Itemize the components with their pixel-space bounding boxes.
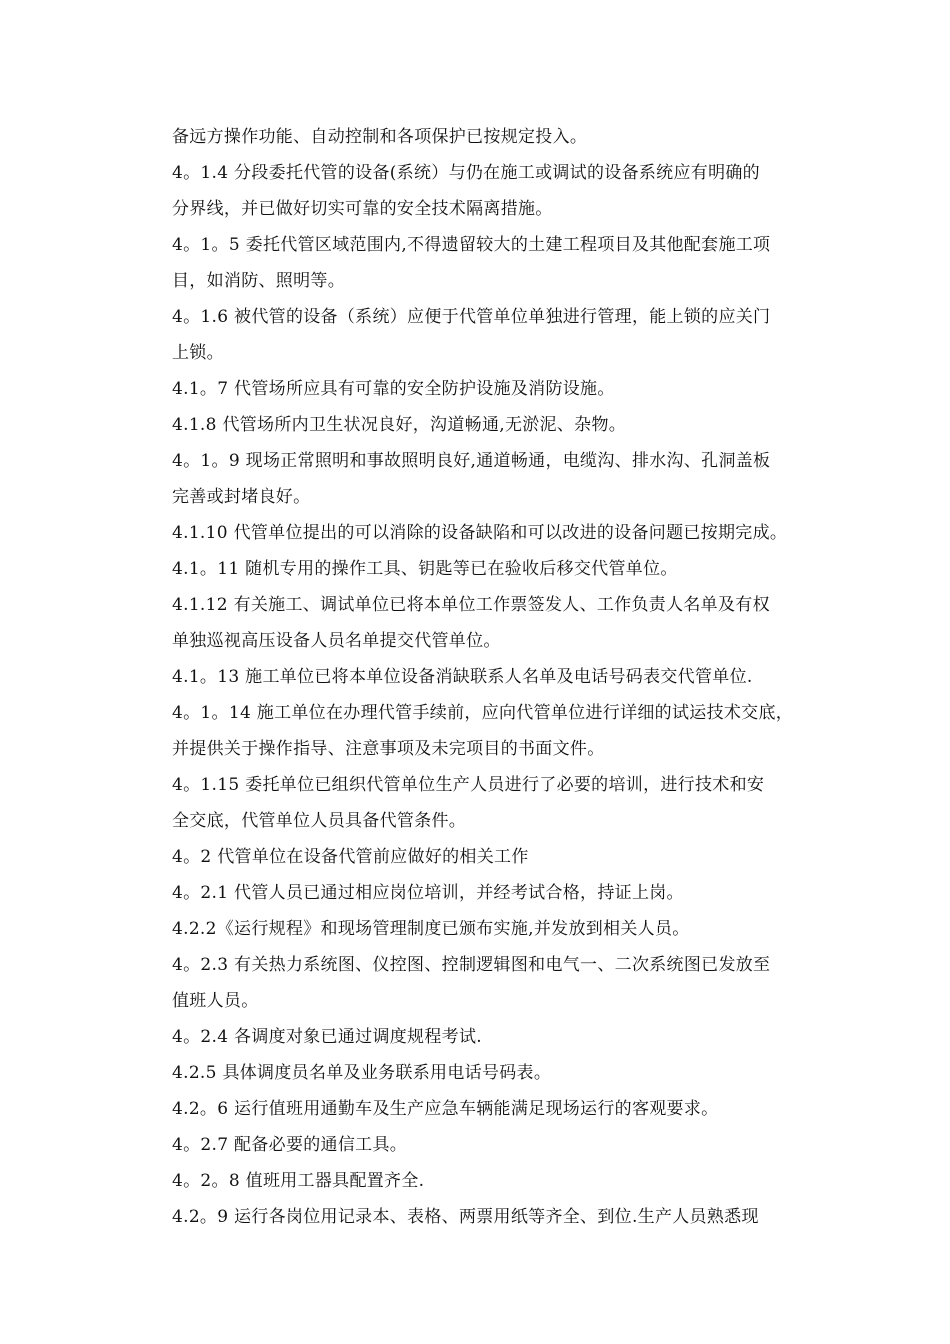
text-line: 4.1.12 有关施工、调试单位已将本单位工作票签发人、工作负责人名单及有权 <box>172 595 770 615</box>
text-line: 4。1.6 被代管的设备（系统）应便于代管单位单独进行管理，能上锁的应关门 <box>172 307 771 327</box>
text-line: 4.2.2《运行规程》和现场管理制度已颁布实施,并发放到相关人员。 <box>172 919 690 939</box>
text-line: 4.2。6 运行值班用通勤车及生产应急车辆能满足现场运行的客观要求。 <box>172 1099 719 1119</box>
text-line: 目，如消防、照明等。 <box>172 271 345 291</box>
text-line: 上锁。 <box>172 343 224 363</box>
text-line: 4。1.15 委托单位已组织代管单位生产人员进行了必要的培训，进行技术和安 <box>172 775 765 795</box>
text-line: 4。2.7 配备必要的通信工具。 <box>172 1135 408 1155</box>
text-line: 并提供关于操作指导、注意事项及未完项目的书面文件。 <box>172 739 605 759</box>
text-line: 4.1。11 随机专用的操作工具、钥匙等已在验收后移交代管单位。 <box>172 559 678 579</box>
text-line: 4。1。14 施工单位在办理代管手续前，应向代管单位进行详细的试运技术交底， <box>172 703 794 723</box>
text-line: 4.2.5 具体调度员名单及业务联系用电话号码表。 <box>172 1063 552 1083</box>
text-line: 全交底，代管单位人员具备代管条件。 <box>172 811 467 831</box>
text-line: 完善或封堵良好。 <box>172 487 311 507</box>
text-line: 备远方操作功能、自动控制和各项保护已按规定投入。 <box>172 127 588 147</box>
text-line: 4.1。13 施工单位已将本单位设备消缺联系人名单及电话号码表交代管单位. <box>172 667 753 687</box>
text-line: 4。2.3 有关热力系统图、仪控图、控制逻辑图和电气一、二次系统图已发放至 <box>172 955 771 975</box>
text-line: 4.2。9 运行各岗位用记录本、表格、两票用纸等齐全、到位.生产人员熟悉现 <box>172 1207 759 1227</box>
section-heading: 4。2 代管单位在设备代管前应做好的相关工作 <box>172 847 529 867</box>
text-line: 4。1。9 现场正常照明和事故照明良好,通道畅通，电缆沟、排水沟、孔洞盖板 <box>172 451 771 471</box>
text-line: 4。1.4 分段委托代管的设备(系统）与仍在施工或调试的设备系统应有明确的 <box>172 163 760 183</box>
text-line: 单独巡视高压设备人员名单提交代管单位。 <box>172 631 501 651</box>
text-line: 4。1。5 委托代管区域范围内,不得遗留较大的土建工程项目及其他配套施工项 <box>172 235 771 255</box>
text-line: 值班人员。 <box>172 991 259 1011</box>
text-line: 4。2.1 代管人员已通过相应岗位培训，并经考试合格，持证上岗。 <box>172 883 684 903</box>
text-line: 4。2.4 各调度对象已通过调度规程考试. <box>172 1027 482 1047</box>
text-line: 分界线，并已做好切实可靠的安全技术隔离措施。 <box>172 199 553 219</box>
document-body <box>172 119 812 1235</box>
text-line: 4.1。7 代管场所应具有可靠的安全防护设施及消防设施。 <box>172 379 615 399</box>
text-line: 4.1.8 代管场所内卫生状况良好，沟道畅通,无淤泥、杂物。 <box>172 415 627 435</box>
text-line: 4.1.10 代管单位提出的可以消除的设备缺陷和可以改进的设备问题已按期完成。 <box>172 523 788 543</box>
text-line: 4。2。8 值班用工器具配置齐全. <box>172 1171 425 1191</box>
